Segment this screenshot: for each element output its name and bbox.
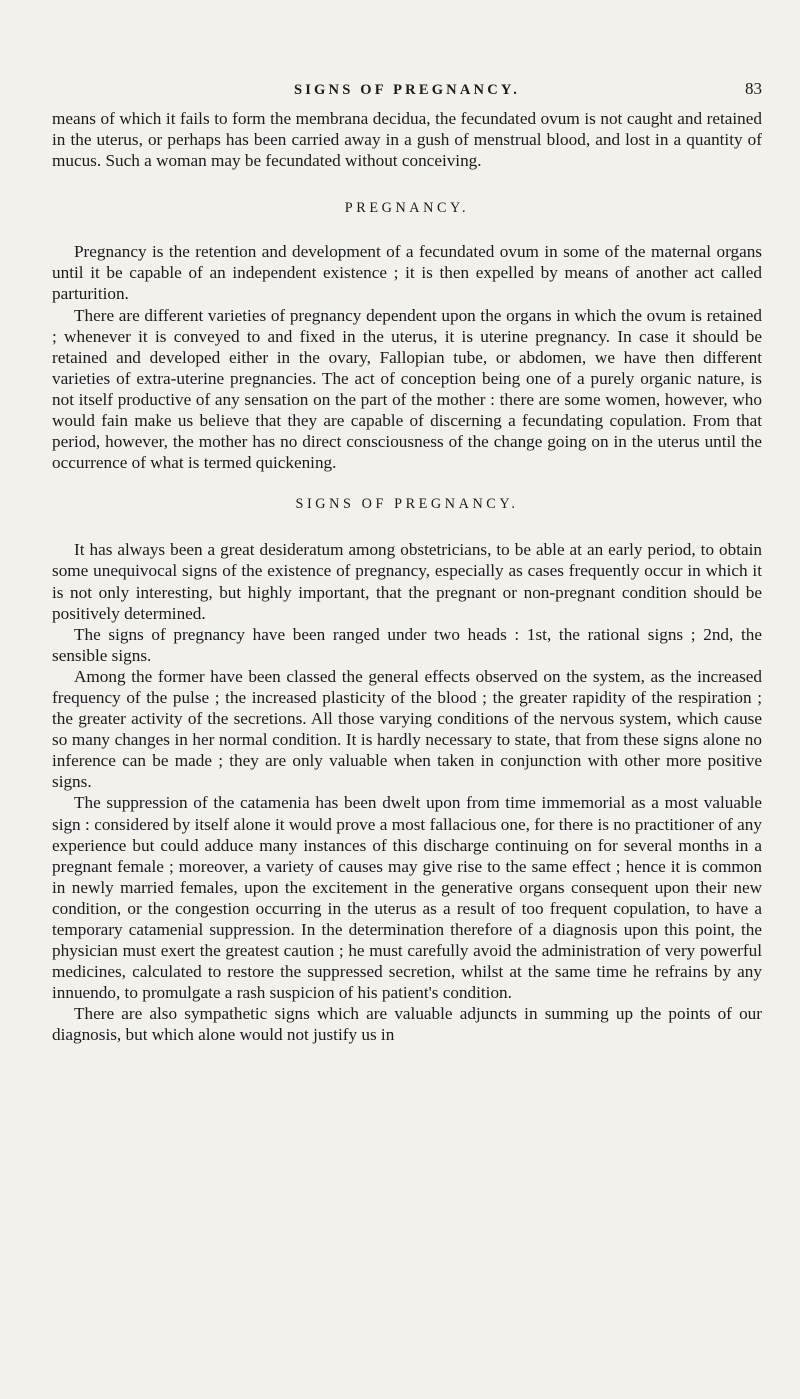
section-heading-pregnancy: PREGNANCY. [344,200,470,217]
paragraph-continuation: means of which it fails to form the membrana decidua, the fecundated ovum is not caught and retained in the uterus, or perhaps has been carried away in a gush of menstrual blood, and lost in a quantity of mucus. Such a woman may be fecundated without conceiving. [52,109,762,171]
paragraph: It has always been a great desideratum among obstetricians, to be able at an early period, to obtain some unequivocal signs of the existence of pregnancy, especially as cases frequently occur in which it is not only interesting, but highly important, that the pregnant or non-pregnant condition should be positively determined. [52,540,762,623]
page-number: 83 [745,79,762,98]
paragraph: There are different varieties of pregnancy dependent upon the organs in which the ovum is retained ; whenever it is conveyed to and fixed in the uterus, it is uterine pregnancy. In case it should be retained and developed either in the ovary, Fallopian tube, or abdomen, we have then different varieties of extra-uterine pregnancies. The act of conception being one of a purely organic nature, is not itself productive of any sensation on the part of the mother : there are some women, however, who would fain make us believe that they are capable of discerning a fecundating copulation. From that period, however, the mother has no direct consciousness of the change going on in the uterus until the occurrence of what is termed quickening. [52,305,762,473]
paragraph: Pregnancy is the retention and development of a fecundated ovum in some of the maternal organs until it be capable of an independent existence ; it is then expelled by means of another act called parturition. [52,242,762,304]
page-body [52,108,762,1046]
running-title: SIGNS OF PREGNANCY. [293,82,521,98]
paragraph: There are also sympathetic signs which are valuable adjuncts in summing up the points of our diagnosis, but which alone would not justify us in [52,1004,762,1045]
paragraph: The signs of pregnancy have been ranged under two heads : 1st, the rational signs ; 2nd, the sensible signs. [52,624,762,665]
paragraph: The suppression of the catamenia has been dwelt upon from time immemorial as a most valuable sign : considered by itself alone it would prove a most fallacious one, for there is no practitioner of any experience but could adduce many instances of this discharge continuing on for several months in a pregnant female ; moreover, a variety of causes may give rise to the same effect ; hence it is common in newly married females, upon the excitement in the generative organs consequent upon their new condition, or the congestion occurring in the uterus as a result of too frequent copulation, to have a temporary catamenial suppression. In the determination therefore of a diagnosis upon this point, the physician must exert the greatest caution ; he must carefully avoid the administration of very powerful medicines, calculated to restore the suppressed secretion, whilst at the same time he refrains by any innuendo, to promulgate a rash suspicion of his patient's condition. [52,793,762,1003]
section-heading-signs-of-pregnancy: SIGNS OF PREGNANCY. [295,496,519,513]
running-head [52,78,762,100]
paragraph: Among the former have been classed the general effects observed on the system, as the increased frequency of the pulse ; the increased plasticity of the blood ; the greater rapidity of the respiration ; the greater activity of the secretions. All those varying conditions of the nervous system, which cause so many changes in her normal condition. It is hardly necessary to state, that from these signs alone no inference can be made ; they are only valuable when taken in conjunction with other more positive signs. [52,666,762,792]
